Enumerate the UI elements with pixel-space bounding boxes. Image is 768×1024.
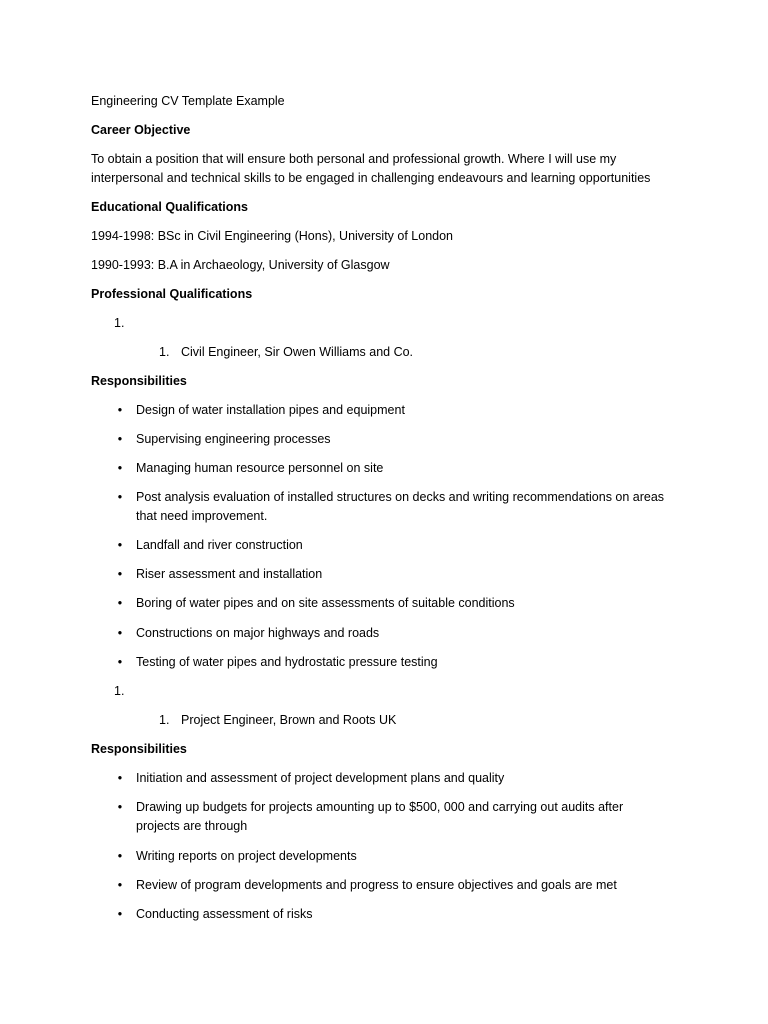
bullet-icon: • [117, 907, 123, 921]
list-item-text: Writing reports on project developments [136, 849, 357, 863]
list-item-text: Testing of water pipes and hydrostatic pressure testing [136, 655, 438, 669]
career-objective-text-line-1: To obtain a position that will ensure both personal and professional growth. Where I will use my [91, 152, 617, 166]
job-title: Civil Engineer, Sir Owen Williams and Co. [181, 345, 414, 359]
bullet-icon: • [117, 771, 123, 785]
list-item-text: Boring of water pipes and on site assessments of suitable conditions [136, 596, 515, 610]
education-heading: Educational Qualifications [91, 200, 248, 214]
list-item-text: Riser assessment and installation [136, 567, 323, 581]
bullet-icon: • [117, 849, 123, 863]
bullet-icon: • [117, 403, 123, 417]
list-item-text: Drawing up budgets for projects amounting up to $500, 000 and carrying out audits after projects are through [136, 800, 624, 833]
list-number-outer: 1. [114, 684, 125, 698]
bullet-icon: • [117, 538, 123, 552]
responsibilities-heading: Responsibilities [91, 374, 187, 388]
document-title: Engineering CV Template Example [91, 94, 285, 108]
bullet-icon: • [117, 432, 123, 446]
bullet-icon: • [117, 596, 123, 610]
list-number-inner: 1. [159, 345, 170, 359]
career-objective-text-line-2: interpersonal and technical skills to be engaged in challenging endeavours and learning opportunities [91, 171, 651, 185]
list-item-text: Landfall and river construction [136, 538, 303, 552]
job-title: Project Engineer, Brown and Roots UK [181, 713, 397, 727]
list-item-text: Constructions on major highways and roads [136, 626, 380, 640]
list-item-text: Post analysis evaluation of installed structures on decks and writing recommendations on areas that need improvement. [136, 490, 665, 523]
education-item: 1994-1998: BSc in Civil Engineering (Hons), University of London [91, 229, 453, 243]
bullet-icon: • [117, 567, 123, 581]
bullet-icon: • [117, 626, 123, 640]
list-number-outer: 1. [114, 316, 125, 330]
list-item-text: Review of program developments and progress to ensure objectives and goals are met [136, 878, 617, 892]
list-item-text: Supervising engineering processes [136, 432, 331, 446]
bullet-icon: • [117, 461, 123, 475]
responsibilities-heading: Responsibilities [91, 742, 187, 756]
list-item-text: Conducting assessment of risks [136, 907, 313, 921]
bullet-icon: • [117, 800, 123, 814]
list-number-inner: 1. [159, 713, 170, 727]
professional-heading: Professional Qualifications [91, 287, 253, 301]
list-item-text: Design of water installation pipes and equipment [136, 403, 405, 417]
bullet-icon: • [117, 878, 123, 892]
education-item: 1990-1993: B.A in Archaeology, University of Glasgow [91, 258, 390, 272]
career-objective-heading: Career Objective [91, 123, 191, 137]
bullet-icon: • [117, 490, 123, 504]
bullet-icon: • [117, 655, 123, 669]
list-item-text: Managing human resource personnel on site [136, 461, 384, 475]
list-item-text: Initiation and assessment of project development plans and quality [136, 771, 505, 785]
